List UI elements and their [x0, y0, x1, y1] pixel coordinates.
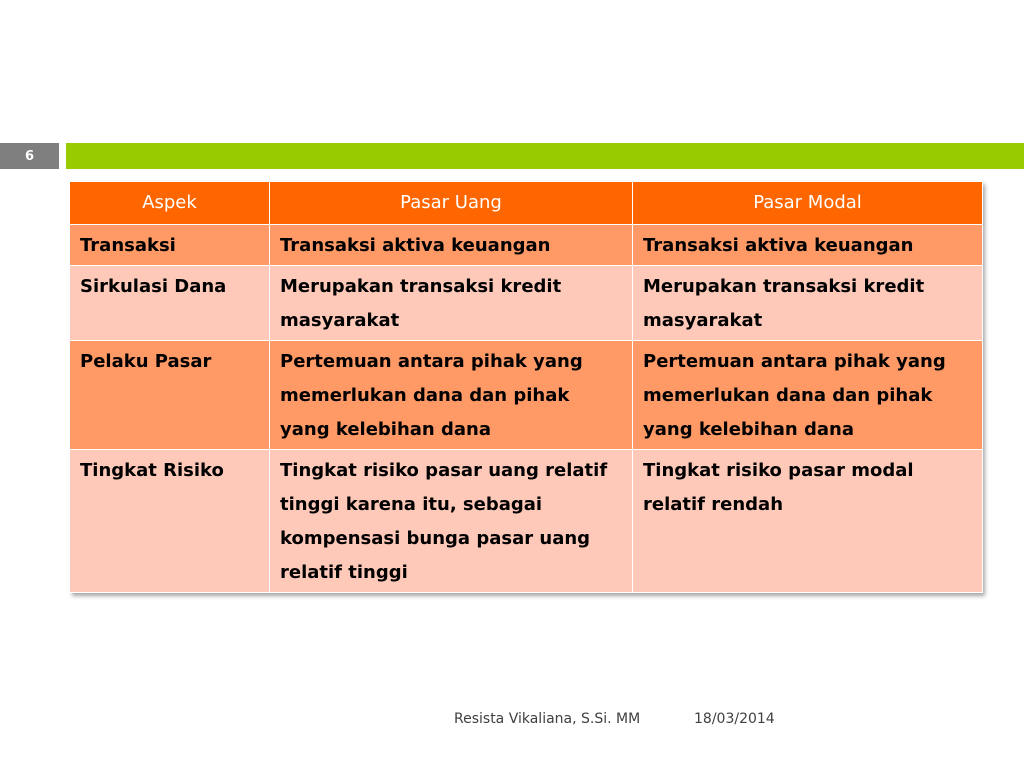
- table-cell-aspek: Sirkulasi Dana: [70, 266, 270, 341]
- table-header-row: [70, 182, 983, 225]
- table-cell-pasar-uang: Transaksi aktiva keuangan: [270, 225, 633, 266]
- table-cell-pasar-modal: Pertemuan antara pihak yang memerlukan dana dan pihak yang kelebihan dana: [633, 341, 983, 450]
- header-pasar-modal: Pasar Modal: [633, 182, 983, 225]
- table-row: [70, 450, 983, 593]
- footer-date: 18/03/2014: [694, 711, 775, 727]
- footer-author: Resista Vikaliana, S.Si. MM: [454, 711, 641, 727]
- table-row: [70, 266, 983, 341]
- header-pasar-uang: Pasar Uang: [270, 182, 633, 225]
- table-row: [70, 341, 983, 450]
- table-cell-pasar-modal: Transaksi aktiva keuangan: [633, 225, 983, 266]
- header-aspek: Aspek: [70, 182, 270, 225]
- table-row: [70, 225, 983, 266]
- table-cell-aspek: Transaksi: [70, 225, 270, 266]
- comparison-table: [69, 181, 983, 593]
- table-cell-pasar-modal: Tingkat risiko pasar modal relatif rendah: [633, 450, 983, 593]
- table-cell-pasar-modal: Merupakan transaksi kredit masyarakat: [633, 266, 983, 341]
- comparison-table-container: [69, 181, 982, 593]
- table-cell-pasar-uang: Pertemuan antara pihak yang memerlukan dana dan pihak yang kelebihan dana: [270, 341, 633, 450]
- table-cell-pasar-uang: Tingkat risiko pasar uang relatif tinggi karena itu, sebagai kompensasi bunga pasar uang relatif tinggi: [270, 450, 633, 593]
- slide-number: 6: [0, 143, 59, 169]
- table-cell-pasar-uang: Merupakan transaksi kredit masyarakat: [270, 266, 633, 341]
- title-bar: [66, 143, 1024, 169]
- table-cell-aspek: Pelaku Pasar: [70, 341, 270, 450]
- table-cell-aspek: Tingkat Risiko: [70, 450, 270, 593]
